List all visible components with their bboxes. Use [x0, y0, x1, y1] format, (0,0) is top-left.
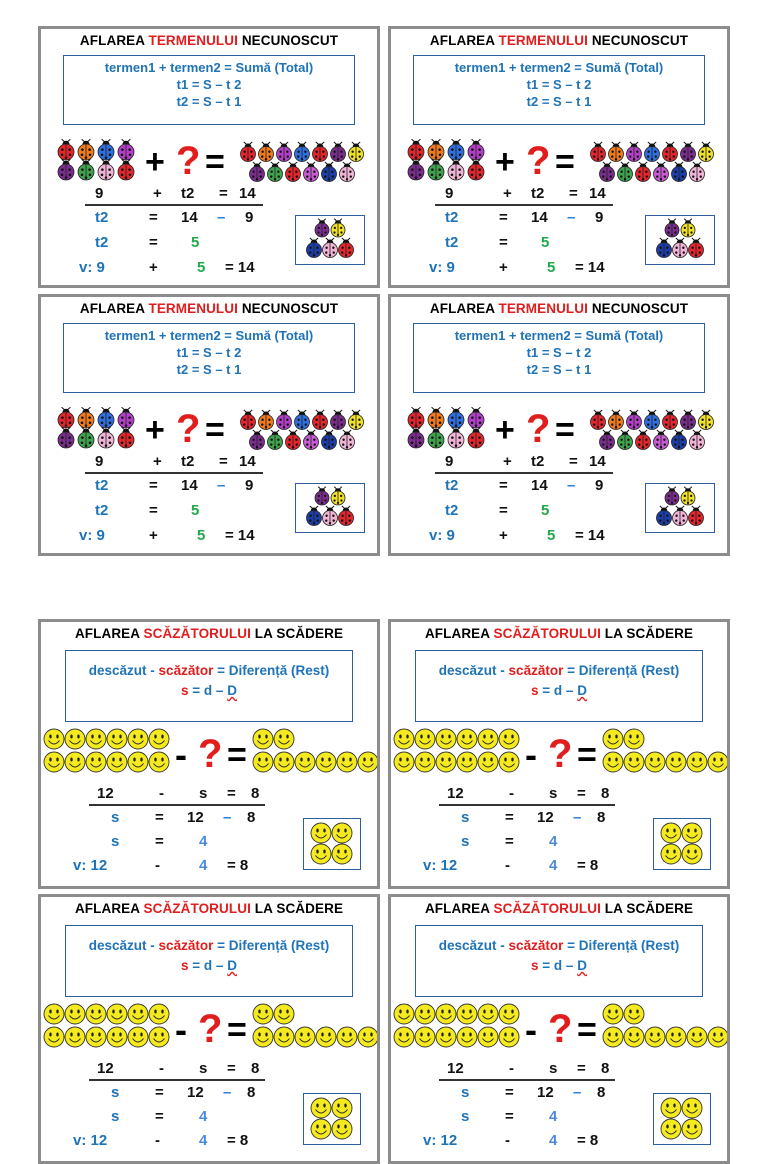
smiley-answer-box	[303, 818, 361, 870]
calc-term: 14	[181, 209, 198, 226]
calc-term: t2	[445, 502, 459, 519]
verification-label: v: 12	[73, 1132, 108, 1149]
minus-sign: -	[175, 734, 187, 775]
formula-highlight: scăzător	[508, 938, 564, 953]
calc-result: = 8	[577, 857, 599, 874]
smiley-icon	[661, 844, 681, 864]
verification-label: v: 9	[79, 259, 105, 276]
calc-term: t2	[531, 185, 545, 202]
calc-result: 8	[251, 1060, 260, 1077]
equals-sign: =	[577, 1011, 597, 1049]
calc-result: 14	[239, 185, 256, 202]
equals-sign: =	[227, 1011, 247, 1049]
ladybug-icon	[665, 219, 679, 237]
smiley-answer-box	[303, 1093, 361, 1145]
formula-line: t1 = S – t 2	[176, 345, 242, 360]
calc-op: -	[505, 857, 510, 874]
calc-result: 5	[541, 234, 550, 251]
calc-term: t2	[445, 234, 459, 251]
calc-term: 14	[531, 209, 548, 226]
formula-line: t1 = S – t 2	[176, 77, 242, 92]
verification-label: v: 9	[429, 527, 455, 544]
ladybug-icon	[307, 238, 322, 258]
calc-op: -	[509, 785, 514, 802]
calc-term: s	[111, 1108, 120, 1125]
smiley-icon	[682, 844, 702, 864]
calc-result: 5	[191, 502, 200, 519]
title-text: AFLAREA	[79, 301, 149, 316]
calc-term: 9	[245, 477, 254, 494]
verification-label: v: 9	[429, 259, 455, 276]
formula-text: descăzut -	[88, 938, 159, 953]
calc-result: 4	[549, 833, 558, 850]
calc-op: -	[155, 1132, 160, 1149]
subtraction-card	[388, 619, 730, 889]
calc-term: s	[461, 833, 470, 850]
calc-eq: =	[505, 1084, 514, 1101]
formula-highlight: scăzător	[158, 938, 214, 953]
equals-sign: =	[555, 411, 575, 449]
title-highlight: SCĂZĂTORULUI	[493, 901, 601, 916]
calc-result: = 14	[575, 527, 605, 544]
title-text: AFLAREA	[424, 901, 494, 916]
calc-term: s	[199, 1060, 208, 1077]
formula-highlight: scăzător	[508, 663, 564, 678]
calc-eq: =	[219, 185, 228, 202]
minus-sign: -	[525, 1009, 537, 1050]
ladybug-answer-box	[295, 483, 365, 533]
calc-term: t2	[181, 185, 195, 202]
formula-line: termen1 + termen2 = Sumă (Total)	[104, 60, 314, 75]
calc-term: 12	[97, 1060, 114, 1077]
formula-line: t2 = S – t 1	[176, 94, 242, 109]
smiley-icon	[661, 823, 681, 843]
equals-sign: =	[227, 736, 247, 774]
subtraction-card	[38, 894, 380, 1164]
calc-term: 5	[197, 527, 206, 544]
formula-text: = Diferență (Rest)	[563, 938, 680, 953]
verification-label: v: 12	[73, 857, 108, 874]
calc-eq: =	[505, 833, 514, 850]
smiley-icon	[682, 1119, 702, 1139]
calc-eq: =	[505, 809, 514, 826]
addition-card	[388, 294, 730, 556]
calc-term: t2	[445, 209, 459, 226]
calc-eq: =	[499, 234, 508, 251]
calc-term: 8	[247, 1084, 256, 1101]
smiley-icon	[332, 844, 352, 864]
equals-sign: =	[205, 143, 225, 181]
calc-term: 12	[97, 785, 114, 802]
calc-term: 9	[595, 209, 604, 226]
calc-result: 4	[199, 1108, 208, 1125]
calc-op: -	[155, 857, 160, 874]
calc-eq: =	[227, 1060, 236, 1077]
title-highlight: SCĂZĂTORULUI	[493, 626, 601, 641]
calc-eq: =	[155, 809, 164, 826]
divider-line	[439, 1079, 615, 1081]
calc-eq: =	[227, 785, 236, 802]
minus-sign: -	[175, 1009, 187, 1050]
title-text-end: LA SCĂDERE	[250, 901, 344, 916]
verification-label: v: 12	[423, 1132, 458, 1149]
calc-result: 8	[601, 1060, 610, 1077]
ladybug-icon	[657, 506, 672, 526]
calc-term: 8	[597, 1084, 606, 1101]
calc-result: = 14	[225, 259, 255, 276]
calc-result: 8	[251, 785, 260, 802]
ladybug-icon	[307, 506, 322, 526]
calc-term: 5	[197, 259, 206, 276]
calc-op: +	[153, 453, 162, 470]
calc-op: +	[153, 185, 162, 202]
smiley-icon	[311, 1119, 331, 1139]
formula-highlight: scăzător	[158, 663, 214, 678]
calc-term: s	[461, 1084, 470, 1101]
ladybug-icon	[681, 487, 695, 505]
calc-op: –	[217, 477, 226, 494]
calc-eq: =	[569, 185, 578, 202]
calc-term: 12	[187, 1084, 204, 1101]
calc-eq: =	[577, 1060, 586, 1077]
calc-eq: =	[499, 209, 508, 226]
title-highlight: TERMENULUI	[148, 33, 238, 48]
calc-op: –	[573, 809, 582, 826]
smiley-answer-box	[653, 1093, 711, 1145]
calc-term: s	[111, 833, 120, 850]
title-highlight: SCĂZĂTORULUI	[143, 901, 251, 916]
calc-op: +	[149, 527, 158, 544]
formula-text: D	[577, 958, 587, 973]
question-mark: ?	[526, 407, 551, 451]
calc-eq: =	[155, 1084, 164, 1101]
formula-text: = Diferență (Rest)	[213, 663, 330, 678]
calc-term: 9	[445, 453, 454, 470]
formula-highlight: s	[531, 958, 539, 973]
verification-label: v: 12	[423, 857, 458, 874]
title-text: AFLAREA	[74, 901, 144, 916]
calc-term: 9	[445, 185, 454, 202]
calc-op: –	[567, 477, 576, 494]
verification-label: v: 9	[79, 527, 105, 544]
ladybug-icon	[331, 487, 345, 505]
calc-result: 4	[199, 833, 208, 850]
calc-result: 14	[589, 185, 606, 202]
formula-text: = d –	[538, 683, 578, 698]
calc-eq: =	[149, 477, 158, 494]
title-text-end: NECUNOSCUT	[587, 301, 689, 316]
calc-term: 12	[187, 809, 204, 826]
calc-term: t2	[95, 234, 109, 251]
title-highlight: TERMENULUI	[498, 301, 588, 316]
calc-term: 12	[537, 1084, 554, 1101]
calc-op: -	[159, 785, 164, 802]
calc-term: 9	[595, 477, 604, 494]
calc-term: 9	[245, 209, 254, 226]
calc-result: = 8	[227, 857, 249, 874]
ladybug-icon	[323, 238, 338, 258]
calc-term: t2	[95, 209, 109, 226]
formula-text: D	[577, 683, 587, 698]
calc-op: –	[223, 809, 232, 826]
formula-line: t2 = S – t 1	[526, 94, 592, 109]
equals-sign: =	[577, 736, 597, 774]
calc-term: t2	[445, 477, 459, 494]
calc-term: s	[111, 1084, 120, 1101]
ladybug-icon	[689, 506, 704, 526]
calc-term: 4	[199, 1132, 208, 1149]
ladybug-answer-box	[295, 215, 365, 265]
question-mark: ?	[198, 732, 223, 776]
ladybug-icon	[673, 506, 688, 526]
calc-term: 9	[95, 185, 104, 202]
title-text: AFLAREA	[424, 626, 494, 641]
formula-text: D	[227, 958, 237, 973]
calc-op: +	[499, 259, 508, 276]
calc-result: 5	[191, 234, 200, 251]
smiley-icon	[311, 844, 331, 864]
calc-eq: =	[499, 477, 508, 494]
divider-line	[439, 804, 615, 806]
divider-line	[85, 472, 263, 474]
title-highlight: SCĂZĂTORULUI	[143, 626, 251, 641]
title-highlight: TERMENULUI	[498, 33, 588, 48]
formula-line: t2 = S – t 1	[526, 362, 592, 377]
title-text-end: NECUNOSCUT	[237, 301, 339, 316]
calc-term: t2	[531, 453, 545, 470]
ladybug-icon	[673, 238, 688, 258]
title-highlight: TERMENULUI	[148, 301, 238, 316]
title-text: AFLAREA	[79, 33, 149, 48]
formula-text: = Diferență (Rest)	[563, 663, 680, 678]
smiley-icon	[311, 823, 331, 843]
calc-term: 4	[549, 1132, 558, 1149]
smiley-icon	[661, 1119, 681, 1139]
calc-term: 5	[547, 259, 556, 276]
ladybug-answer-box	[645, 483, 715, 533]
minus-sign: -	[525, 734, 537, 775]
ladybug-icon	[339, 238, 354, 258]
calc-term: 14	[181, 477, 198, 494]
calc-eq: =	[219, 453, 228, 470]
ladybug-icon	[657, 238, 672, 258]
formula-line: t1 = S – t 2	[526, 77, 592, 92]
plus-sign: +	[495, 143, 515, 181]
calc-result: = 14	[575, 259, 605, 276]
formula-text: = d –	[188, 683, 228, 698]
ladybug-icon	[689, 238, 704, 258]
calc-term: 5	[547, 527, 556, 544]
calc-term: 4	[549, 857, 558, 874]
addition-card	[388, 26, 730, 288]
calc-term: s	[461, 809, 470, 826]
calc-result: = 8	[227, 1132, 249, 1149]
calc-result: 14	[589, 453, 606, 470]
calc-eq: =	[155, 1108, 164, 1125]
divider-line	[89, 804, 265, 806]
divider-line	[435, 472, 613, 474]
smiley-icon	[332, 823, 352, 843]
ladybug-icon	[665, 487, 679, 505]
smiley-answer-box	[653, 818, 711, 870]
calc-term: s	[549, 1060, 558, 1077]
ladybug-icon	[315, 487, 329, 505]
addition-card	[38, 26, 380, 288]
calc-term: s	[111, 809, 120, 826]
calc-term: s	[549, 785, 558, 802]
divider-line	[89, 1079, 265, 1081]
calc-op: –	[223, 1084, 232, 1101]
title-text-end: LA SCĂDERE	[250, 626, 344, 641]
formula-highlight: s	[181, 683, 189, 698]
formula-text: descăzut -	[88, 663, 159, 678]
ladybug-answer-box	[645, 215, 715, 265]
formula-text: = Diferență (Rest)	[213, 938, 330, 953]
calc-op: –	[567, 209, 576, 226]
calc-eq: =	[149, 502, 158, 519]
calc-term: t2	[95, 502, 109, 519]
calc-result: = 8	[577, 1132, 599, 1149]
ladybug-icon	[331, 219, 345, 237]
smiley-icon	[682, 823, 702, 843]
calc-eq: =	[577, 785, 586, 802]
divider-line	[85, 204, 263, 206]
title-text: AFLAREA	[429, 301, 499, 316]
calc-term: 14	[531, 477, 548, 494]
calc-op: –	[573, 1084, 582, 1101]
calc-result: 14	[239, 453, 256, 470]
calc-term: 12	[447, 1060, 464, 1077]
question-mark: ?	[548, 732, 573, 776]
question-mark: ?	[198, 1007, 223, 1051]
calc-term: 8	[597, 809, 606, 826]
calc-term: s	[461, 1108, 470, 1125]
title-text-end: LA SCĂDERE	[600, 626, 694, 641]
ladybug-icon	[315, 219, 329, 237]
smiley-icon	[661, 1098, 681, 1118]
calc-eq: =	[155, 833, 164, 850]
formula-line: t2 = S – t 1	[176, 362, 242, 377]
formula-line: t1 = S – t 2	[526, 345, 592, 360]
formula-text: = d –	[538, 958, 578, 973]
calc-result: 5	[541, 502, 550, 519]
smiley-icon	[332, 1098, 352, 1118]
subtraction-card	[38, 619, 380, 889]
calc-term: t2	[95, 477, 109, 494]
calc-term: t2	[181, 453, 195, 470]
calc-term: 4	[199, 857, 208, 874]
question-mark: ?	[176, 139, 201, 183]
smiley-icon	[682, 1098, 702, 1118]
formula-text: D	[227, 683, 237, 698]
plus-sign: +	[495, 411, 515, 449]
calc-op: -	[505, 1132, 510, 1149]
calc-op: -	[159, 1060, 164, 1077]
calc-op: +	[503, 453, 512, 470]
calc-eq: =	[149, 234, 158, 251]
ladybug-icon	[339, 506, 354, 526]
ladybug-icon	[681, 219, 695, 237]
equals-sign: =	[555, 143, 575, 181]
calc-term: 9	[95, 453, 104, 470]
subtraction-card	[388, 894, 730, 1164]
calc-op: +	[149, 259, 158, 276]
plus-sign: +	[145, 143, 165, 181]
formula-highlight: s	[181, 958, 189, 973]
formula-text: descăzut -	[438, 663, 509, 678]
calc-result: 8	[601, 785, 610, 802]
calc-eq: =	[505, 1108, 514, 1125]
calc-eq: =	[569, 453, 578, 470]
formula-text: descăzut -	[438, 938, 509, 953]
formula-highlight: s	[531, 683, 539, 698]
title-text-end: LA SCĂDERE	[600, 901, 694, 916]
formula-line: termen1 + termen2 = Sumă (Total)	[454, 328, 664, 343]
ladybug-icon	[323, 506, 338, 526]
formula-text: = d –	[188, 958, 228, 973]
divider-line	[435, 204, 613, 206]
formula-line: termen1 + termen2 = Sumă (Total)	[454, 60, 664, 75]
calc-op: +	[503, 185, 512, 202]
title-text-end: NECUNOSCUT	[587, 33, 689, 48]
calc-term: 8	[247, 809, 256, 826]
question-mark: ?	[548, 1007, 573, 1051]
plus-sign: +	[145, 411, 165, 449]
calc-term: 12	[537, 809, 554, 826]
calc-result: 4	[549, 1108, 558, 1125]
equals-sign: =	[205, 411, 225, 449]
smiley-icon	[332, 1119, 352, 1139]
calc-op: -	[509, 1060, 514, 1077]
calc-term: 12	[447, 785, 464, 802]
question-mark: ?	[176, 407, 201, 451]
title-text-end: NECUNOSCUT	[237, 33, 339, 48]
addition-card	[38, 294, 380, 556]
calc-eq: =	[149, 209, 158, 226]
calc-eq: =	[499, 502, 508, 519]
calc-op: –	[217, 209, 226, 226]
title-text: AFLAREA	[74, 626, 144, 641]
question-mark: ?	[526, 139, 551, 183]
smiley-icon	[311, 1098, 331, 1118]
calc-op: +	[499, 527, 508, 544]
calc-term: s	[199, 785, 208, 802]
title-text: AFLAREA	[429, 33, 499, 48]
calc-result: = 14	[225, 527, 255, 544]
formula-line: termen1 + termen2 = Sumă (Total)	[104, 328, 314, 343]
